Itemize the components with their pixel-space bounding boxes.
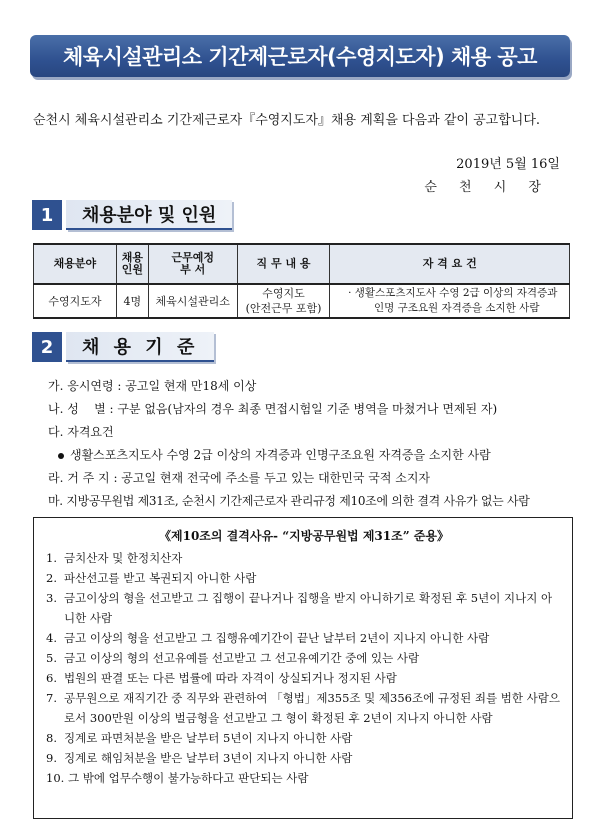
cell-count: 4명: [116, 284, 148, 318]
recruitment-table: [33, 243, 570, 319]
criteria-subitem: [48, 444, 578, 467]
item-text: 금고 이상의 형의 선고유예를 선고받고 그 선고유예기간 중에 있는 사람: [64, 651, 420, 665]
cell-duty: [237, 284, 330, 318]
item-text: 그 밖에 업무수행이 불가능하다고 판단되는 사람: [68, 771, 309, 785]
criteria-item: 다. 자격요건: [48, 425, 114, 439]
table-row: [34, 284, 570, 318]
col-header-duty: 직 무 내 용: [237, 244, 330, 284]
item-number: 4.: [46, 631, 57, 645]
disqualification-item: [46, 688, 562, 728]
section-1-heading: [32, 200, 232, 230]
qualification-line: 인명 구조요원 자격증을 소지한 사람: [373, 302, 540, 314]
disqualification-item: [46, 748, 562, 768]
section-number: 2: [32, 332, 62, 362]
col-header-field: 채용분야: [34, 244, 117, 284]
col-header-qualification: 자 격 요 건: [330, 244, 570, 284]
item-number: 5.: [46, 651, 57, 665]
issuer: 순 천 시 장: [424, 180, 550, 195]
criteria-list: [48, 375, 578, 513]
section-title: 채 용 기 준: [66, 332, 214, 362]
item-text: 금고이상의 형을 선고받고 그 집행이 끝나거나 집행을 받지 아니하기로 확정된 후 5년이 지나지 아니한 사람: [64, 591, 553, 625]
disqualification-item: [46, 588, 562, 628]
item-number: 9.: [46, 751, 57, 765]
item-number: 8.: [46, 731, 57, 745]
item-text: 법원의 판결 또는 다른 법률에 따라 자격이 상실되거나 정지된 사람: [64, 671, 397, 685]
item-text: 금고 이상의 형을 선고받고 그 집행유예기간이 끝난 날부터 2년이 지나지 아니한 사람: [64, 631, 490, 645]
criteria-item: 마. 지방공무원법 제31조, 순천시 기간제근로자 관리규정 제10조에 의한 결격 사유가 없는 사람: [48, 494, 530, 508]
item-number: 10.: [46, 771, 65, 785]
item-number: 2.: [46, 571, 57, 585]
section-number: 1: [32, 200, 62, 230]
bullet-icon: [58, 453, 64, 459]
item-number: 1.: [46, 551, 57, 565]
disqualification-list: [46, 548, 562, 788]
section-2-heading: [32, 332, 214, 362]
cell-dept: 체육시설관리소: [148, 284, 237, 318]
criteria-subitem-text: 생활스포츠지도사 수영 2급 이상의 자격증과 인명구조요원 자격증을 소지한 사람: [70, 448, 491, 462]
announcement-date: 2019년 5월 16일: [456, 157, 560, 172]
item-text: 징계로 해임처분을 받은 날부터 3년이 지나지 아니한 사람: [64, 751, 353, 765]
duty-line: (안전근무 포함): [245, 302, 322, 315]
table-header-row: [34, 244, 570, 284]
disqualification-item: [46, 548, 562, 568]
disqualification-title: 《제10조의 결격사유- “지방공무원법 제31조” 준용》: [159, 529, 449, 543]
disqualification-item: [46, 728, 562, 748]
criteria-item: 라. 거 주 지 : 공고일 현재 전국에 주소를 두고 있는 대한민국 국적 소지자: [48, 471, 431, 485]
item-text: 금치산자 및 한정치산자: [64, 551, 183, 565]
disqualification-item: [46, 648, 562, 668]
item-text: 공무원으로 재직기간 중 직무와 관련하여 「형법」제355조 및 제356조에 규정된 죄를 범한 사람으로서 300만원 이상의 벌금형을 선고받고 그 형이 확정된 후 2년이 지나지 아니한 사람: [64, 691, 560, 725]
page-title: 체육시설관리소 기간제근로자(수영지도자) 채용 공고: [30, 35, 570, 77]
disqualification-item: [46, 668, 562, 688]
section-title: 채용분야 및 인원: [66, 200, 232, 230]
cell-qualification: [330, 284, 570, 318]
item-number: 7.: [46, 691, 57, 705]
item-number: 3.: [46, 591, 57, 605]
col-header-count: 채용 인원: [116, 244, 148, 284]
criteria-item: 나. 성 별 : 구분 없음(남자의 경우 최종 면접시험일 기준 병역을 마쳤거나 면제된 자): [48, 402, 498, 416]
item-text: 파산선고를 받고 복권되지 아니한 사람: [64, 571, 257, 585]
disqualification-box: [33, 517, 573, 819]
intro-text: 순천시 체육시설관리소 기간제근로자『수영지도자』채용 계획을 다음과 같이 공고합니다.: [33, 113, 541, 128]
cell-field: 수영지도자: [34, 284, 117, 318]
disqualification-item: [46, 768, 562, 788]
col-header-dept: 근무예정 부 서: [148, 244, 237, 284]
disqualification-item: [46, 568, 562, 588]
qualification-line: · 생활스포츠지도사 수영 2급 이상의 자격증과: [348, 287, 558, 299]
duty-line: 수영지도: [262, 287, 305, 300]
disqualification-item: [46, 628, 562, 648]
item-number: 6.: [46, 671, 57, 685]
criteria-item: 가. 응시연령 : 공고일 현재 만18세 이상: [48, 379, 257, 393]
item-text: 징계로 파면처분을 받은 날부터 5년이 지나지 아니한 사람: [64, 731, 353, 745]
